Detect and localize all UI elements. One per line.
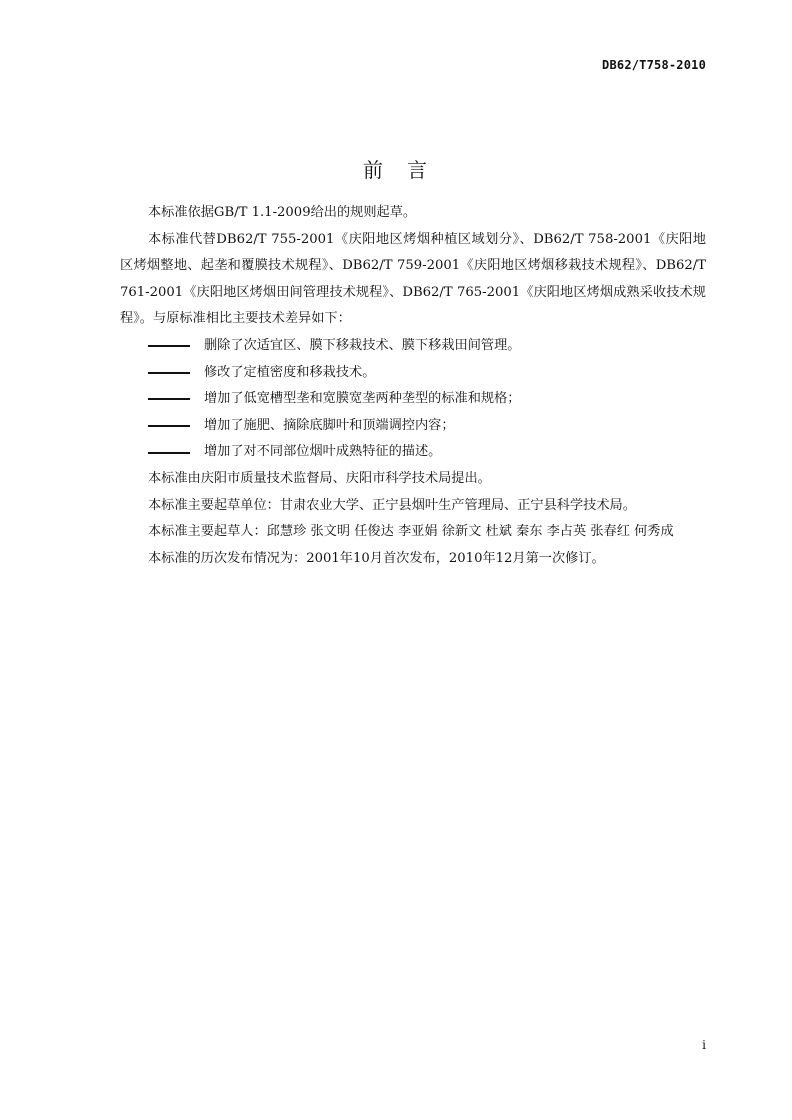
difference-text: 增加了低宽槽型垄和宽膜宽垄两种垄型的标准和规格；: [204, 391, 521, 407]
paragraph-drafting-units: 本标准主要起草单位：甘肃农业大学、正宁县烟叶生产管理局、正宁县科学技术局。: [148, 497, 636, 513]
page-number: i: [702, 1038, 706, 1052]
difference-item: [120, 386, 706, 413]
difference-text: 修改了定植密度和移栽技术。: [204, 364, 376, 380]
title-char-1: 前: [363, 158, 385, 182]
dash-marker: [148, 398, 190, 400]
dash-marker: [148, 452, 190, 454]
difference-item: [120, 360, 706, 387]
dash-marker: [148, 345, 190, 347]
paragraph-proposer: 本标准由庆阳市质量技术监督局、庆阳市科学技术局提出。: [148, 470, 491, 486]
difference-item: [120, 439, 706, 466]
difference-text: 增加了施肥、摘除底脚叶和顶端调控内容；: [204, 417, 455, 433]
title-char-2: 言: [407, 158, 429, 182]
paragraph-replaces-standards: 本标准代替DB62/T 755-2001《庆阳地区烤烟种植区域划分》、DB62/T 758-2001《庆阳地区烤烟整地、起垄和覆膜技术规程》、DB62/T 759-2001《庆阳地区烤烟移栽技术规程》、DB62/T 761-2001《庆阳地区烤烟田间管理技术规程》、DB62/T 765-2001《庆阳地区烤烟成熟采收技术规程》。与原标准相比主要技术差异如下：: [120, 231, 706, 327]
dash-marker: [148, 425, 190, 427]
foreword-body: [120, 200, 706, 572]
difference-text: 删除了次适宜区、膜下移栽技术、膜下移栽田间管理。: [204, 337, 521, 353]
difference-item: [120, 333, 706, 360]
paragraph-drafting-rules: 本标准依据GB/T 1.1-2009给出的规则起草。: [148, 205, 417, 220]
difference-item: [120, 413, 706, 440]
dash-marker: [148, 372, 190, 374]
document-code: DB62/T758-2010: [602, 58, 706, 72]
paragraph-drafters: 本标准主要起草人：邱慧珍 张文明 任俊达 李亚娟 徐新文 杜斌 秦东 李占英 张春红 何秀成: [148, 524, 674, 540]
page-title: [0, 154, 792, 183]
difference-text: 增加了对不同部位烟叶成熟特征的描述。: [204, 444, 442, 460]
paragraph-release-history: 本标准的历次发布情况为：2001年10月首次发布，2010年12月第一次修订。: [148, 550, 605, 566]
